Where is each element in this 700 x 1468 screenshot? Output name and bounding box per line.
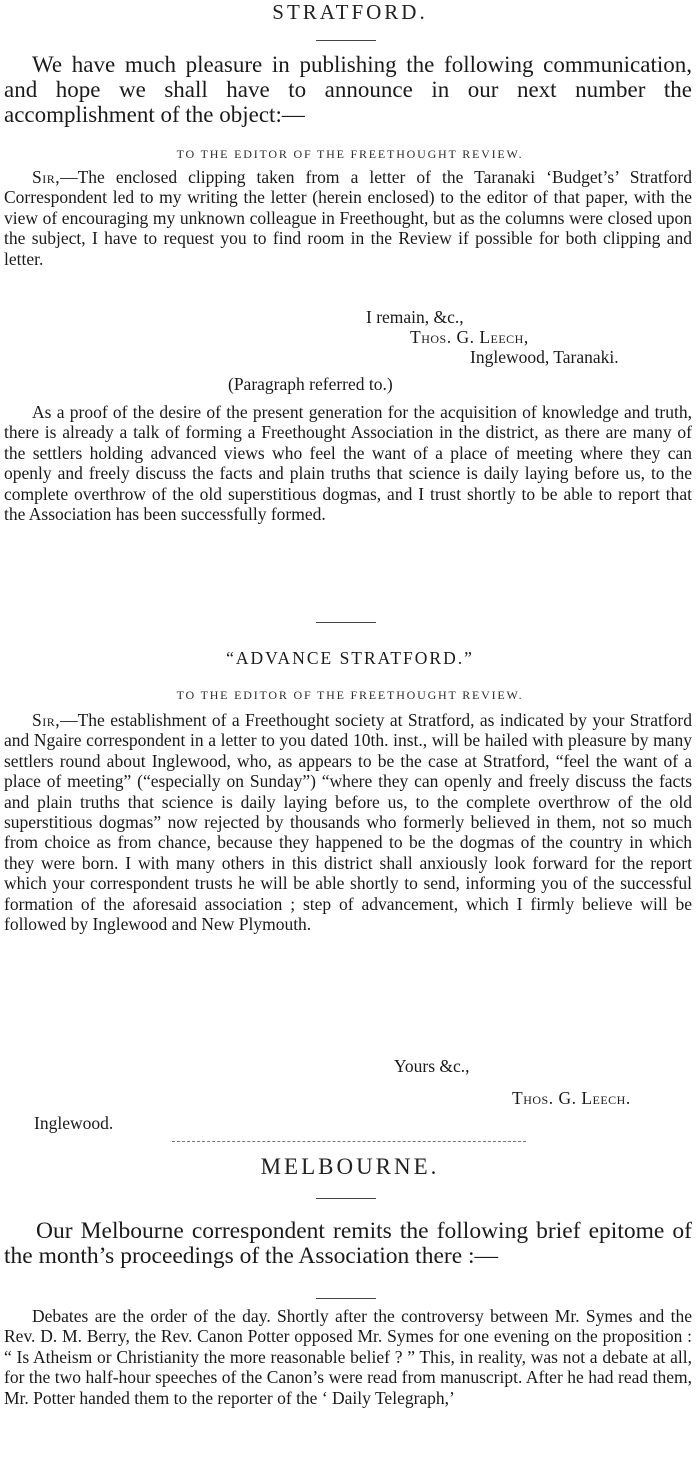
letter1-body: Sir,—The enclosed clipping taken from a letter of the Taranaki ‘Budget’s’ Stratford Correspondent led to my writing the letter (herein enclosed) to the editor of that paper, with the view of encouraging my unknown colleague in Freethought, but as the columns were closed upon the subject, I have to request you to find room in the Review if possible for both clipping and letter. bbox=[4, 167, 692, 269]
short-rule bbox=[316, 622, 376, 623]
letter2-body: Sir,—The establishment of a Freethought society at Stratford, as indicated by your Stratford and Ngaire correspondent in a letter to you dated 10th. inst., will be hailed with pleasure by many settlers round about Inglewood, who, as appears to be the case at Stratford, “feel the want of a place of meeting” (“especially on Sunday”) “where they can openly and freely discuss the facts and plain truths that science is daily laying before us, to the complete overthrow of the old superstitious dogmas” now rejected by thousands who formerly believed in them, not so much from choice as from chance, because they happened to be the dogmas of the country in which they were born. I with many others in this district shall anxiously look forward for the report which your correspondent trusts he will be able shortly to send, informing you of the successful formation of the aforesaid association ; step of advancement, which I firmly believe will be followed by Inglewood and New Plymouth. bbox=[4, 710, 692, 935]
advance-stratford-heading: “ADVANCE STRATFORD.” bbox=[226, 648, 474, 668]
melbourne-heading: MELBOURNE. bbox=[260, 1154, 440, 1179]
letter1-address: TO THE EDITOR OF THE FREETHOUGHT REVIEW. bbox=[176, 147, 524, 161]
stratford-intro: We have much pleasure in publishing the following communication, and hope we shall have to announce in our next number the accomplishment of the object:— bbox=[4, 52, 692, 127]
letter1-place: Inglewood, Taranaki. bbox=[470, 347, 619, 367]
letter1-signature: Thos. G. Leech, bbox=[410, 327, 529, 347]
letter2-place: Inglewood. bbox=[34, 1113, 114, 1133]
letter2-salutation: Sir, bbox=[32, 710, 61, 730]
letter1-closing: I remain, &c., bbox=[366, 307, 464, 327]
short-rule bbox=[316, 40, 376, 41]
section-divider bbox=[172, 1141, 526, 1142]
paragraph-caption: (Paragraph referred to.) bbox=[228, 374, 393, 394]
letter2-closing: Yours &c., bbox=[394, 1056, 470, 1076]
short-rule bbox=[316, 1298, 376, 1299]
quoted-paragraph: As a proof of the desire of the present generation for the acquisition of knowledge and truth, there is already a talk of forming a Freethought Association in the district, as there are many of the settlers holding advanced views who feel the want of a place of meeting where they can openly and freely discuss the facts and plain truths that science is daily laying before us, to the complete overthrow of the old superstitious dogmas, and I trust shortly to be able to report that the Association has been successfully formed. bbox=[4, 402, 692, 525]
stratford-heading: STRATFORD. bbox=[272, 0, 428, 24]
melbourne-body: Debates are the order of the day. Shortly after the controversy between Mr. Symes and the Rev. D. M. Berry, the Rev. Canon Potter opposed Mr. Symes for one evening on the proposition : “ Is Atheism or Christianity the more reasonable belief ? ” This, in reality, was not a debate at all, for the two half-hour speeches of the Canon’s were read from manuscript. After he had read them, Mr. Potter handed them to the reporter of the ‘ Daily Telegraph,’ bbox=[4, 1306, 692, 1408]
letter2-signature: Thos. G. Leech. bbox=[512, 1088, 631, 1108]
letter1-salutation: Sir, bbox=[32, 167, 61, 187]
short-rule bbox=[316, 1198, 376, 1199]
letter2-address: TO THE EDITOR OF THE FREETHOUGHT REVIEW. bbox=[176, 688, 524, 702]
melbourne-intro: Our Melbourne correspondent remits the following brief epitome of the month’s proceedings of the Association there :— bbox=[4, 1218, 692, 1269]
